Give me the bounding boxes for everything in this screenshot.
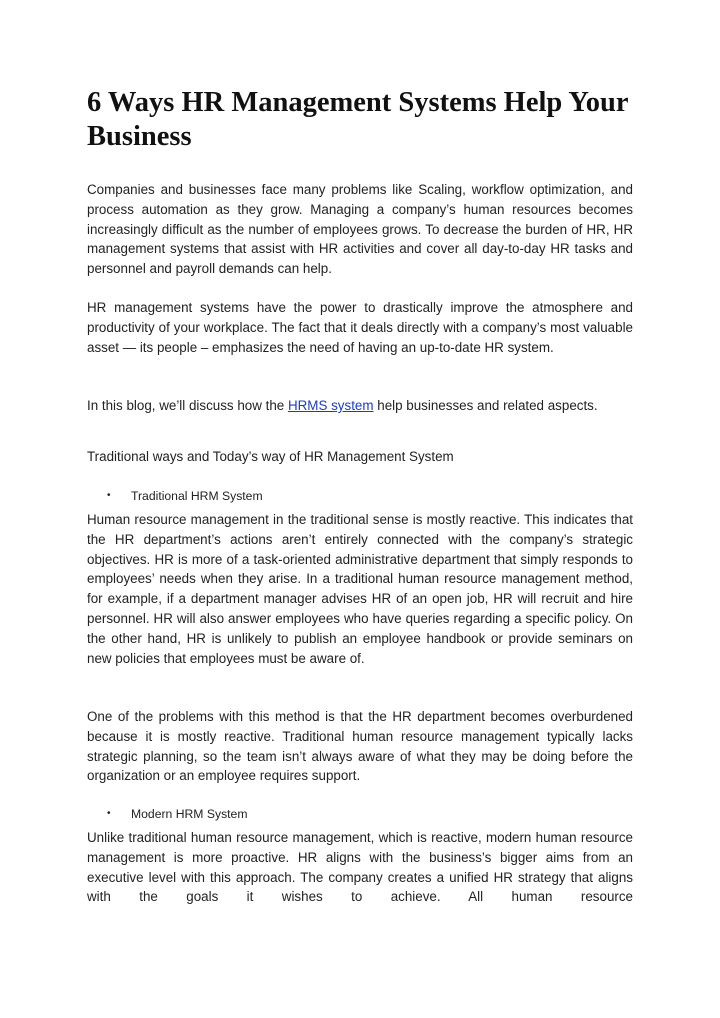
intro-paragraph-1: Companies and businesses face many problems like Scaling, workflow optimization, and process automation as they grow. Managing a company’s human resources becomes increasingly difficult as the number of employees grows. To decrease the burden of HR, HR management systems that assist with HR activities and cover all day-to-day HR tasks and personnel and payroll demands can help.	[87, 182, 633, 277]
bullet-dot: •	[107, 808, 111, 819]
page-title: 6 Ways HR Management Systems Help Your Business	[87, 87, 628, 152]
traditional-paragraph-1: Human resource management in the traditional sense is mostly reactive. This indicates that the HR department’s actions aren’t entirely connected with the company’s strategic objectives. HR is more of a task-oriented administrative department that simply responds to employees’ needs when they arise. In a traditional human resource management method, for example, if a department manager advises HR of an open job, HR will recruit and hire personnel. HR will also answer employees who have queries regarding a specific policy. On the other hand, HR is unlikely to publish an employee handbook or provide seminars on new policies that employees must be aware of.	[87, 512, 633, 666]
bullet-dot: •	[107, 490, 111, 501]
bullet-label-traditional: Traditional HRM System	[131, 489, 263, 503]
modern-paragraph-1: Unlike traditional human resource management, which is reactive, modern human resource management is more proactive. HR aligns with the business’s bigger aims from an executive level with this approach. The company creates a unified HR strategy that aligns with the goals it wishes to achieve. All human resource	[87, 830, 633, 905]
bullet-label-modern: Modern HRM System	[131, 807, 248, 821]
intro-paragraph-2: HR management systems have the power to drastically improve the atmosphere and productivity of your workplace. The fact that it deals directly with a company’s most valuable asset — its people – emphasizes the need of having an up-to-date HR system.	[87, 300, 633, 355]
section-heading: Traditional ways and Today’s way of HR Management System	[87, 449, 454, 464]
intro-paragraph-3-start: In this blog, we’ll discuss how the	[87, 398, 288, 413]
hrms-system-link[interactable]: HRMS system	[287, 398, 374, 413]
traditional-paragraph-2: One of the problems with this method is that the HR department becomes overburdened because it is mostly reactive. Traditional human resource management typically lacks strategic planning, so the team isn’t always aware of what they may be doing before the organization or an employee requires support.	[87, 709, 633, 784]
intro-paragraph-3-end: help businesses and related aspects.	[373, 398, 598, 413]
intro-paragraph-3	[87, 396, 633, 416]
